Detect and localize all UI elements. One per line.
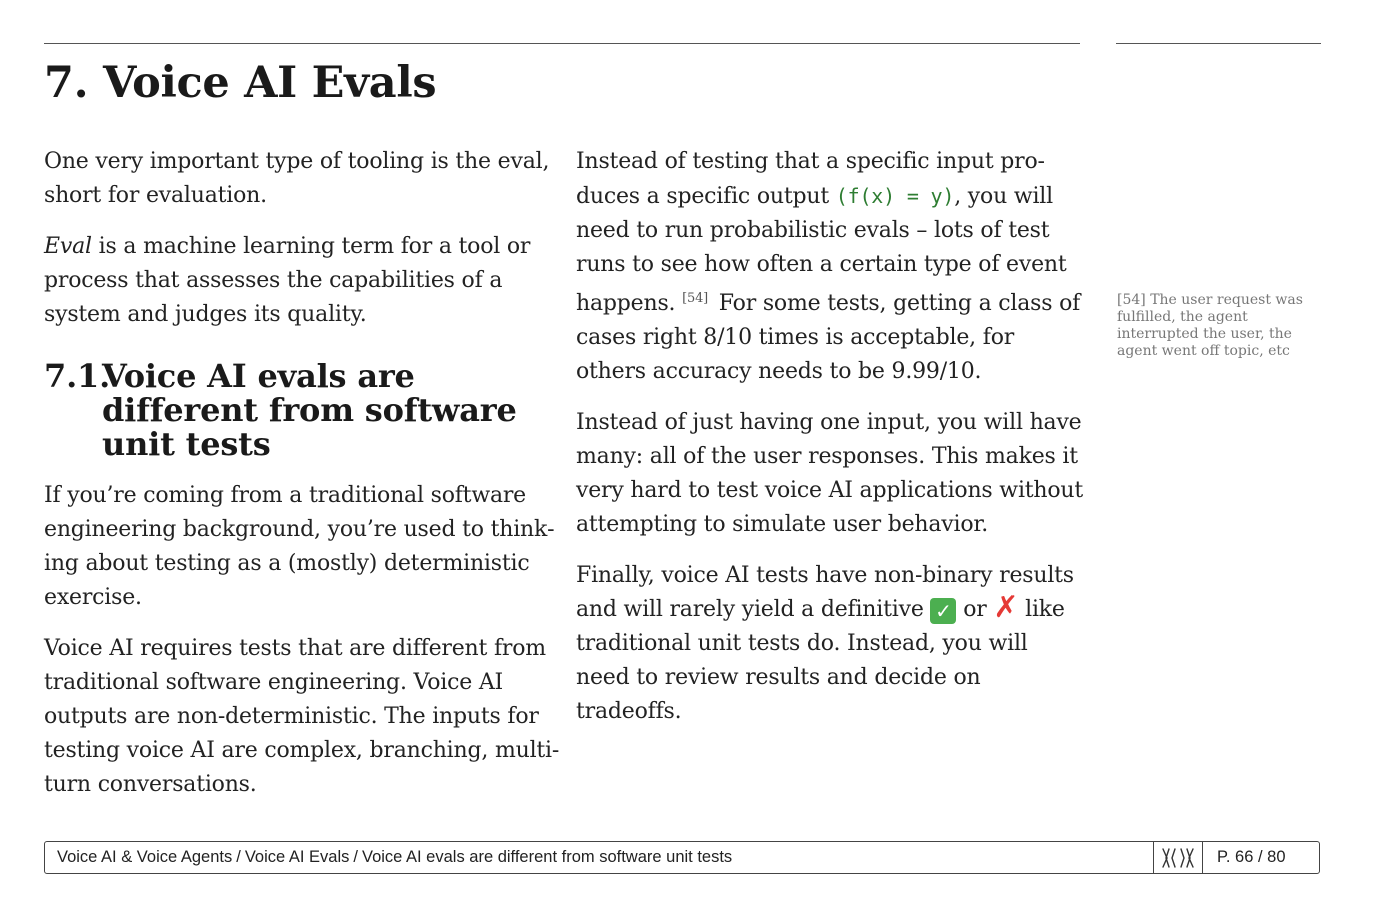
top-rule [44,43,1080,44]
check-mark-icon: ✓ [930,598,956,624]
paragraph-text: is a machine learning term for a tool or process that assesses the capabilities of a system and judges its quality. [44,234,531,327]
inline-code: (f(x) = y) [835,184,955,208]
breadcrumb-link-section[interactable]: Voice AI evals are different from software unit tests [361,848,733,866]
left-column [44,145,564,802]
paragraph: Instead of just having one input, you will have many: all of the user responses. This makes it very hard to test voice AI applications without attempting to simulate user behavior. [576,410,1084,537]
paragraph: If you’re coming from a traditional software engineering background, you’re used to thinking about testing as a (mostly) deterministic exercise. [44,483,555,610]
paragraph-text: , you will need to run probabilistic evals – lots of test runs to see how often a certain type of event happens. [576,184,1067,316]
paragraph [44,230,564,332]
section-heading [44,359,564,461]
breadcrumb [57,842,732,873]
sidebar-top-rule [1116,43,1321,44]
breadcrumb-separator: / [353,848,358,866]
brand-logo-icon[interactable] [1153,842,1203,873]
paragraph [576,145,1086,389]
paragraph: One very important type of tooling is the eval, short for evaluation. [44,149,550,208]
breadcrumb-link-book[interactable]: Voice AI & Voice Agents [57,848,233,866]
breadcrumb-link-chapter[interactable]: Voice AI Evals [244,848,350,866]
emphasis-term: Eval [44,234,92,259]
paragraph [576,559,1086,729]
footnote-sidenote: [54] The user request was fulfilled, the agent interrupted the user, the agent went off topic, etc [1117,292,1303,359]
section-title: Voice AI evals are different from software unit tests [102,357,517,463]
paragraph-text: like traditional unit tests do. Instead, you will need to review results and decide on tradeoffs. [576,597,1065,724]
paragraph: Voice AI requires tests that are different from traditional software engineering. Voice AI outputs are non-deterministic. The inputs for testing voice AI are complex, branching, multi-turn conversations. [44,636,560,797]
paragraph-text: Instead of testing that a specific input produces a specific output [576,149,1045,209]
paragraph-text: For some tests, getting a class of cases right 8/10 times is acceptable, for others accuracy needs to be 9.99/10. [576,291,1081,384]
footer-bar [44,841,1320,874]
footnote-reference-link[interactable]: [54] [682,291,709,306]
breadcrumb-separator: / [236,848,241,866]
paragraph-text: Finally, voice AI tests have non-binary results and will rarely yield a definitive [576,563,1074,622]
paragraph-text: or [956,597,994,622]
right-column [576,145,1086,729]
page-indicator: P. 66 / 80 [1217,848,1286,866]
cross-mark-icon: ✗ [993,590,1019,625]
section-number: 7.1. [44,357,111,395]
brand-logo-icon [1161,847,1195,869]
page-title: 7. Voice AI Evals [44,58,437,108]
